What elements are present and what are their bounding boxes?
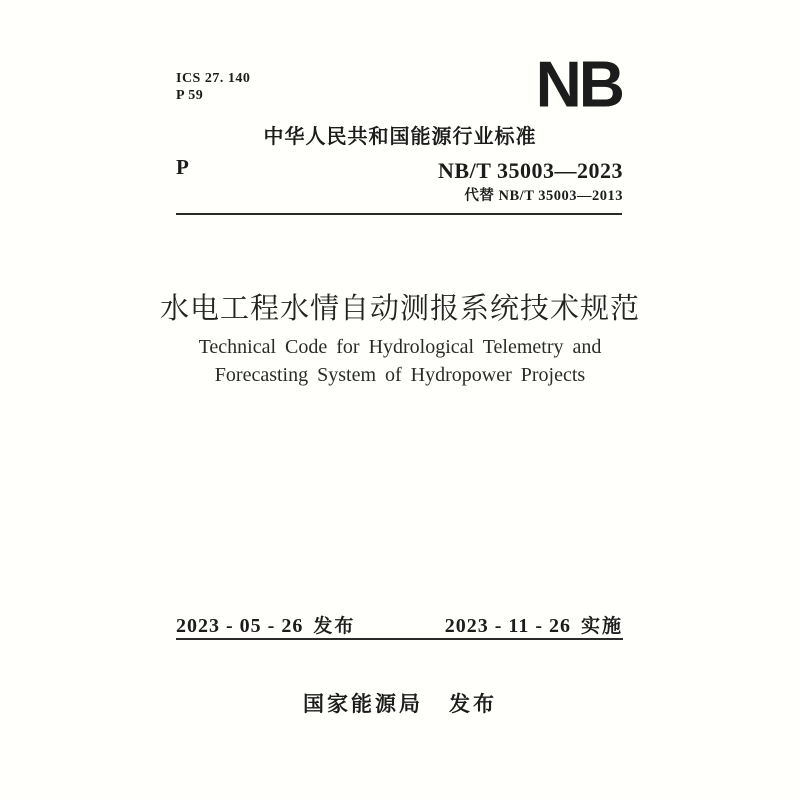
issue-date-label: 发布 (313, 616, 356, 637)
issue-date-item (176, 611, 355, 638)
title-english-line1: Technical Code for Hydrological Telemetry and (198, 336, 602, 358)
issuer-name: 国家能源局 (303, 693, 423, 716)
implement-date: 2023 - 11 - 26 (444, 615, 571, 637)
footer-divider-rule (176, 638, 623, 640)
implement-date-label: 实施 (580, 616, 623, 637)
classification-code: P 59 (176, 88, 204, 103)
title-english-line2: Forecasting System of Hydropower Projects (214, 364, 586, 386)
standard-number: NB/T 35003—2023 (438, 158, 623, 183)
ics-code: ICS 27. 140 (176, 71, 251, 86)
dates-row (176, 611, 623, 638)
doc-class-letter: P (176, 155, 189, 179)
issue-date: 2023 - 05 - 26 (176, 615, 304, 637)
title-chinese: 水电工程水情自动测报系统技术规范 (159, 293, 640, 325)
implement-date-item (445, 611, 623, 638)
ics-code-block (176, 70, 250, 104)
replaces-note: 代替 NB/T 35003—2013 (464, 188, 623, 204)
issuer-action: 发布 (449, 693, 497, 716)
footer-issuer-line (0, 688, 800, 718)
header-divider-rule (176, 213, 622, 215)
standard-type-heading: 中华人民共和国能源行业标准 (263, 126, 537, 148)
title-english (0, 333, 800, 389)
nb-logo: NB (535, 47, 622, 121)
